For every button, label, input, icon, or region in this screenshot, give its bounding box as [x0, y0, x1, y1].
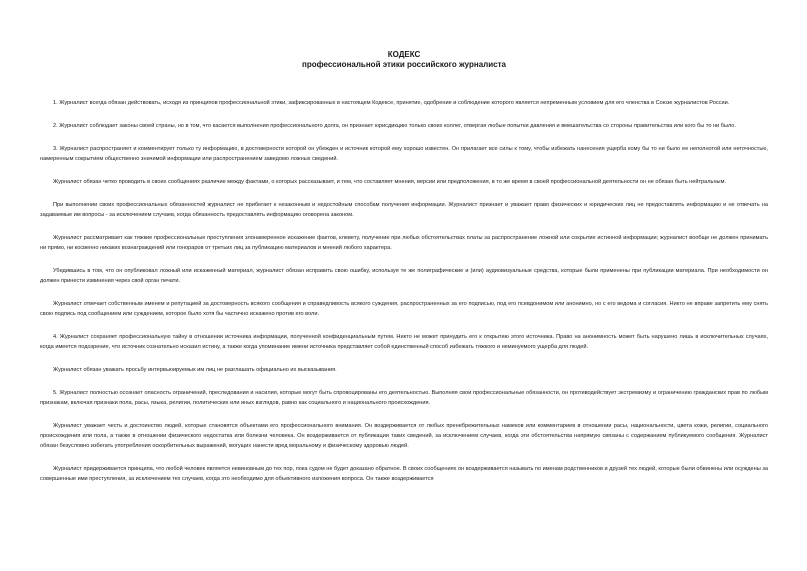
paragraph: 2. Журналист соблюдает законы своей страны, но в том, что касается выполнения профессионального долга, он признает юрисдикцию только своих коллег, отвергая любые попытки давления и вмешательства со стороны правительства или кого бы то ни было. — [53, 123, 736, 129]
document-header — [40, 50, 768, 70]
document-title: КОДЕКС — [387, 50, 421, 59]
paragraph: Журналист уважает честь и достоинство людей, которые становятся объектами его профессионального внимания. Он воздерживается от любых пренебрежительных намеков или комментариев в отношении расы, национальности, цвета кожи, религии, социального происхождения или пола, а также в отношении физического недостатка или болезни человека. Он воздерживается от публикации таких сведений, за исключением случаев, когда эти обстоятельства напрямую связаны с содержанием публикуемого сообщения. Журналист обязан безусловно избегать употребления оскорбительных выражений, могущих нанести вред моральному и физическому здоровью людей. — [40, 423, 768, 449]
document-page — [40, 0, 768, 497]
paragraph: Журналист рассматривает как тяжкие профессиональные преступления злонамеренное искажение фактов, клевету, получение при любых обстоятельствах платы за распространение ложной или сокрытие истинной информации; журналист вообще не должен принимать ни прямо, ни косвенно никаких вознаграждений или гонораров от третьих лиц за публикацию материалов и мнений любого характера. — [40, 235, 768, 251]
paragraph: Журналист придерживается принципа, что любой человек является невиновным до тех пор, пока судом не будет доказано обратное. В своих сообщениях он воздерживается называть по именам родственников и друзей тех людей, которые были обвинены или осуждены за совершенные ими преступления, за исключением тех случаев, когда это необходимо для объективного изложения вопроса. Он также воздерживается — [40, 466, 769, 482]
paragraph: Журналист отвечает собственным именем и репутацией за достоверность всякого сообщения и справедливость всякого суждения, распространенных за его подписью, под его псевдонимом или анонимно, но с его ведома и согласия. Никто не вправе запретить ему снять свою подпись под сообщением или суждением, которое было хотя бы частично искажено против его воли. — [40, 301, 768, 317]
paragraph: 4. Журналист сохраняет профессиональную тайну в отношении источника информации, полученной конфиденциальным путем. Никто не может принудить его к открытию этого источника. Право на анонимность может быть нарушено лишь в исключительных случаях, когда имеется подозрение, что источник сознательно исказил истину, а также когда упоминание имени источника представляет собой единственный способ избежать тяжкого и неминуемого ущерба для людей. — [40, 334, 768, 350]
paragraph: 1. Журналист всегда обязан действовать, исходя из принципов профессиональной этики, зафиксированных в настоящем Кодексе, принятие, одобрение и соблюдение которого является непременным условием для его членства в Союзе журналистов России. — [53, 100, 730, 106]
paragraph: При выполнении своих профессиональных обязанностей журналист не прибегает к незаконным и недостойным способам получения информации. Журналист признает и уважает право физических и юридических лиц не предоставлять информацию и не отвечать на задаваемые им вопросы - за исключением случаев, когда обязанность предоставлять информацию оговорена законом. — [40, 202, 768, 218]
paragraph: Журналист обязан четко проводить в своих сообщениях различие между фактами, о которых рассказывает, и тем, что составляет мнения, версии или предположения, в то же время в своей профессиональной деятельности он не обязан быть нейтральным. — [53, 179, 726, 185]
document-body — [40, 98, 768, 484]
paragraph: Журналист обязан уважать просьбу интервьюируемых им лиц не разглашать официально их высказывания. — [53, 367, 337, 373]
document-subtitle: профессиональной этики российского журналиста — [302, 60, 506, 69]
paragraph: 3. Журналист распространяет и комментирует только ту информацию, в достоверности которой он убежден и источник которой ему хорошо известен. Он прилагает все силы к тому, чтобы избежать нанесения ущерба кому бы то ни было ее неполнотой или неточностью, намеренным сокрытием общественно значимой информации или распространением заведомо ложных сведений. — [40, 146, 768, 162]
paragraph: Убедившись в том, что он опубликовал ложный или искаженный материал, журналист обязан исправить свою ошибку, используя те же полиграфические и (или) аудиовизуальные средства, которые были применены при публикации материала. При необходимости он должен принести извинения через свой орган печати. — [40, 268, 768, 284]
paragraph: 5. Журналист полностью осознает опасность ограничений, преследования и насилия, которые могут быть спровоцированы его деятельностью. Выполняя свои профессиональные обязанности, он противодействует экстремизму и ограничению гражданских прав по любым признакам, включая признаки пола, расы, языка, религии, политических или иных взглядов, равно как социального и национального происхождения. — [40, 390, 768, 406]
